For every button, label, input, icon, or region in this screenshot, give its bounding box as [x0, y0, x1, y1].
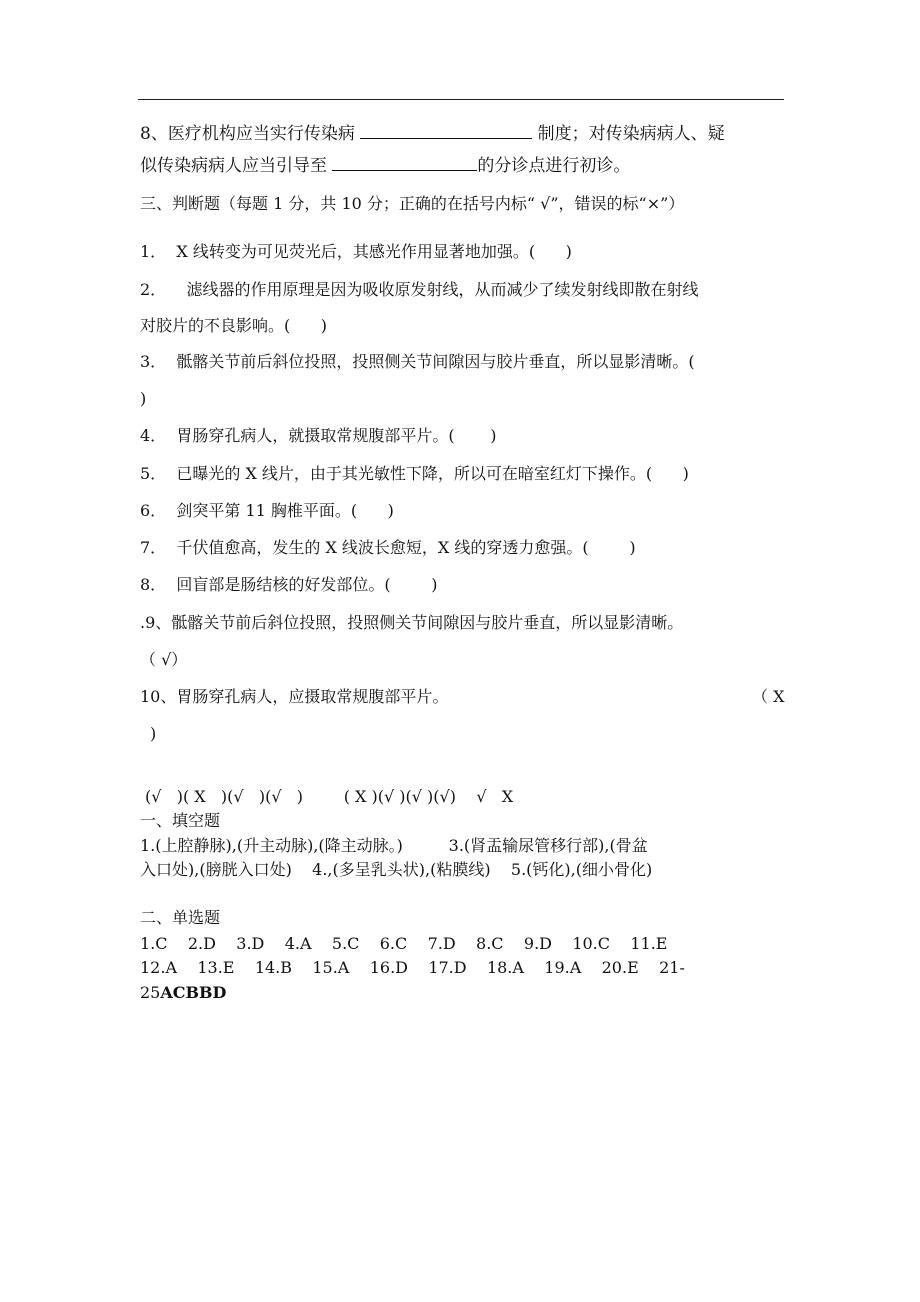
choice-answers-line2: 12.A 13.E 14.B 15.A 16.D 17.D 18.A 19.A 20.E 21-	[140, 958, 685, 977]
q8-text-4: 的分诊点进行初诊。	[477, 156, 631, 176]
answer-blank-2[interactable]	[332, 154, 477, 171]
judgment-answer-row: (√ )( X )(√ )(√ ) ( X )(√ )(√ )(√) √ X	[145, 787, 514, 806]
fill-answers-line2: 入口处),(膀胱入口处) 4.,(多呈乳头状),(粘膜线) 5.(钙化),(细小骨化)	[140, 860, 653, 879]
q8-text-2: 制度；对传染病病人、疑	[532, 124, 725, 144]
judgment-section-heading: 三、判断题（每题 1 分，共 10 分；正确的在括号内标“ √”，错误的标“×”）	[140, 194, 685, 213]
judgment-q10-answer: （ X	[752, 687, 785, 706]
fill-answers-line1: 1.(上腔静脉),(升主动脉),(降主动脉。) 3.(肾盂输尿管移行部),(骨盆	[140, 836, 648, 855]
judgment-q1: 1． X 线转变为可见荧光后，其感光作用显著地加强。( )	[140, 242, 572, 261]
answer-blank-1[interactable]	[360, 122, 532, 139]
choice-range-letters: ACBBD	[160, 983, 227, 1002]
judgment-q9-line1: .9、骶髂关节前后斜位投照，投照侧关节间隙因与胶片垂直，所以显影清晰。	[140, 613, 684, 632]
judgment-q10-line2: )	[150, 724, 157, 743]
choice-range-number: 25	[140, 983, 161, 1002]
choice-answers-heading: 二、单选题	[140, 908, 221, 927]
judgment-q8: 8． 回盲部是肠结核的好发部位。( )	[140, 575, 438, 594]
fill-question-8-line1	[140, 122, 725, 144]
judgment-q2-line2: 对胶片的不良影响。( )	[140, 316, 328, 335]
judgment-q4: 4． 胃肠穿孔病人，就摄取常规腹部平片。( )	[140, 426, 497, 445]
judgment-q7: 7． 千伏值愈高，发生的 X 线波长愈短，X 线的穿透力愈强。( )	[140, 538, 636, 557]
judgment-q3-line2: )	[140, 389, 147, 408]
judgment-q10-line1: 10、胃肠穿孔病人，应摄取常规腹部平片。	[140, 687, 449, 706]
header-rule	[138, 99, 784, 100]
q8-text-1: 8、医疗机构应当实行传染病	[140, 124, 361, 144]
fill-answers-heading: 一、填空题	[140, 811, 221, 830]
q8-text-3: 似传染病病人应当引导至	[140, 156, 333, 176]
judgment-q3-line1: 3． 骶髂关节前后斜位投照，投照侧关节间隙因与胶片垂直，所以显影清晰。(	[140, 352, 695, 371]
judgment-q2-line1: 2． 滤线器的作用原理是因为吸收原发射线，从而减少了续发射线即散在射线	[140, 280, 699, 299]
choice-answers-line1: 1.C 2.D 3.D 4.A 5.C 6.C 7.D 8.C 9.D 10.C 11.E	[140, 934, 668, 953]
judgment-q6: 6． 剑突平第 11 胸椎平面。( )	[140, 501, 394, 520]
judgment-q9-answer: （ √）	[140, 650, 188, 669]
judgment-q5: 5． 已曝光的 X 线片，由于其光敏性下降，所以可在暗室红灯下操作。( )	[140, 464, 689, 483]
fill-question-8-line2	[140, 154, 630, 176]
choice-answers-line3	[140, 983, 226, 1003]
